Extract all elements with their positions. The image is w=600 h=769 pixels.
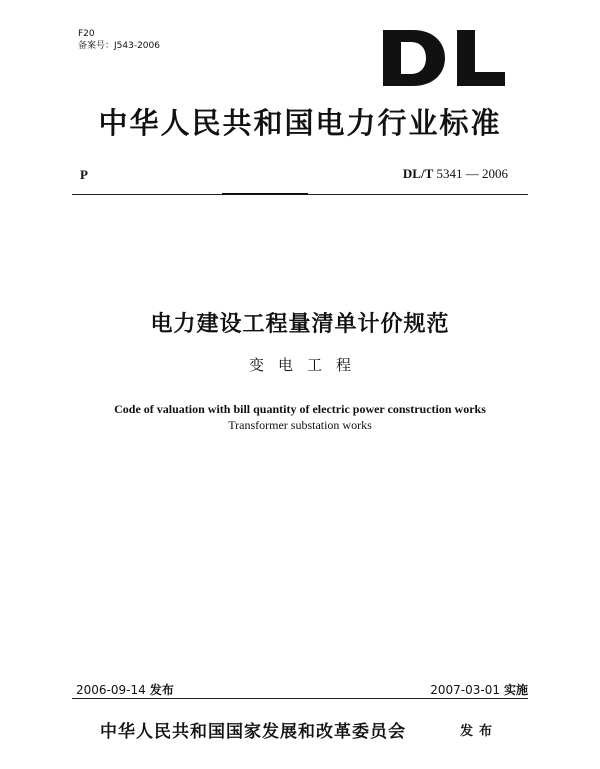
- document-title-cn: 电力建设工程量清单计价规范: [150, 312, 450, 337]
- document-title-en: Code of valuation with bill quantity of electric power construction works: [114, 402, 486, 416]
- issuing-authority: 中华人民共和国国家发展和改革委员会: [100, 722, 406, 742]
- top-divider-accent: [222, 193, 308, 195]
- document-subtitle-cn: 变电工程: [248, 356, 365, 374]
- implement-date-label: 实施: [503, 683, 528, 697]
- issue-label: 发布: [460, 724, 499, 739]
- standard-prefix: DL/T: [402, 166, 434, 181]
- standard-number: [403, 166, 508, 182]
- dl-logo: [383, 30, 505, 86]
- classification-code: F20: [78, 29, 95, 39]
- implement-date-value: 2007-03-01: [430, 683, 500, 697]
- org-title: 中华人民共和国电力行业标准: [98, 106, 502, 140]
- document-subtitle-en: Transformer substation works: [228, 418, 372, 432]
- record-number: 备案号：J543-2006: [78, 41, 160, 51]
- implement-date: [430, 681, 528, 698]
- publish-date-value: 2006-09-14: [76, 683, 146, 697]
- category-code: P: [80, 167, 88, 182]
- logo-letter-l-icon: [457, 30, 505, 86]
- logo-letter-d-icon: [383, 30, 445, 86]
- bottom-divider: [72, 698, 528, 699]
- publish-date-label: 发布: [149, 683, 174, 697]
- publish-date: [76, 681, 174, 698]
- standard-code: 5341 — 2006: [436, 166, 508, 181]
